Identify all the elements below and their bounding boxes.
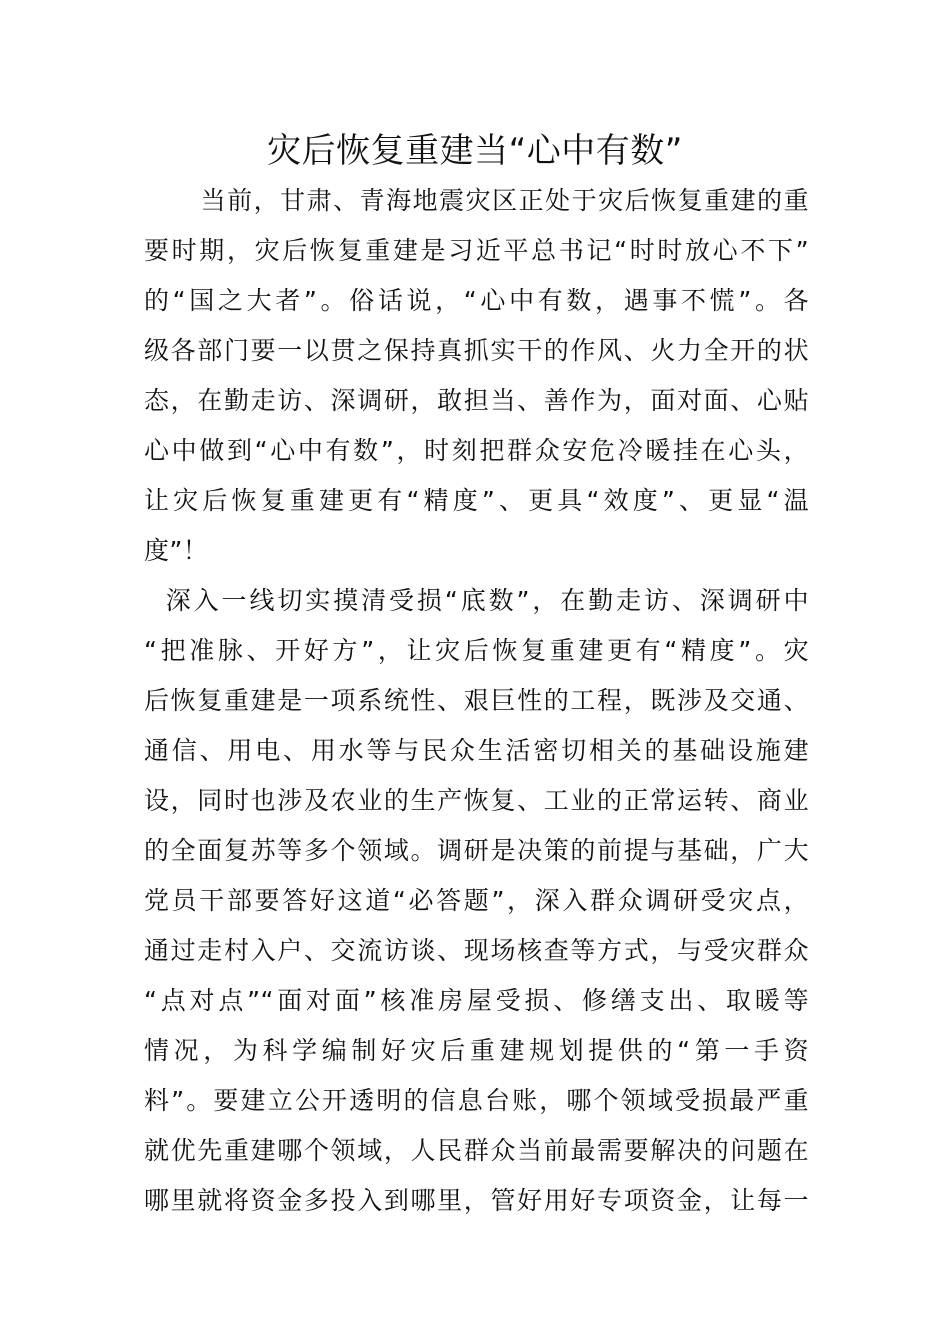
text-line: 后恢复重建是一项系统性、艰巨性的工程，既涉及交通、 (144, 686, 809, 715)
document-title: 灾后恢复重建当“心中有数” (267, 131, 683, 171)
text-line: 度”！ (144, 536, 209, 565)
text-line: 让灾后恢复重建更有“精度”、更具“效度”、更显“温 (144, 486, 809, 515)
text-line: “把准脉、开好方”，让灾后恢复重建更有“精度”。灾 (144, 636, 809, 665)
text-line: 设，同时也涉及农业的生产恢复、工业的正常运转、商业 (144, 786, 809, 815)
text-line: 当前，甘肃、青海地震灾区正处于灾后恢复重建的重 (144, 186, 809, 215)
text-line: 的“国之大者”。俗话说，“心中有数，遇事不慌”。各 (144, 286, 809, 315)
text-line: 的全面复苏等多个领域。调研是决策的前提与基础，广大 (144, 836, 809, 865)
text-line: 党员干部要答好这道“必答题”，深入群众调研受灾点， (144, 886, 809, 915)
text-line: 哪里就将资金多投入到哪里，管好用好专项资金，让每一 (144, 1186, 809, 1215)
paragraph-intro (144, 176, 809, 576)
text-line: 通过走村入户、交流访谈、现场核查等方式，与受灾群众 (144, 936, 809, 965)
text-line: 要时期，灾后恢复重建是习近平总书记“时时放心不下” (144, 236, 809, 265)
text-line: 就优先重建哪个领域，人民群众当前最需要解决的问题在 (144, 1136, 809, 1165)
document-body (144, 176, 809, 1226)
text-line: 深入一线切实摸清受损“底数”，在勤走访、深调研中 (144, 586, 809, 615)
text-line: 料”。要建立公开透明的信息台账，哪个领域受损最严重 (144, 1086, 809, 1115)
text-line: 态，在勤走访、深调研，敢担当、善作为，面对面、心贴 (144, 386, 809, 415)
text-line: 级各部门要一以贯之保持真抓实干的作风、火力全开的状 (144, 336, 809, 365)
text-line: “点对点”“面对面”核准房屋受损、修缮支出、取暖等 (144, 986, 809, 1015)
text-line: 心中做到“心中有数”，时刻把群众安危冷暖挂在心头， (144, 436, 809, 465)
text-line: 通信、用电、用水等与民众生活密切相关的基础设施建 (144, 736, 809, 765)
paragraph-first-section (144, 576, 809, 1226)
text-line: 情况，为科学编制好灾后重建规划提供的“第一手资 (144, 1036, 809, 1065)
